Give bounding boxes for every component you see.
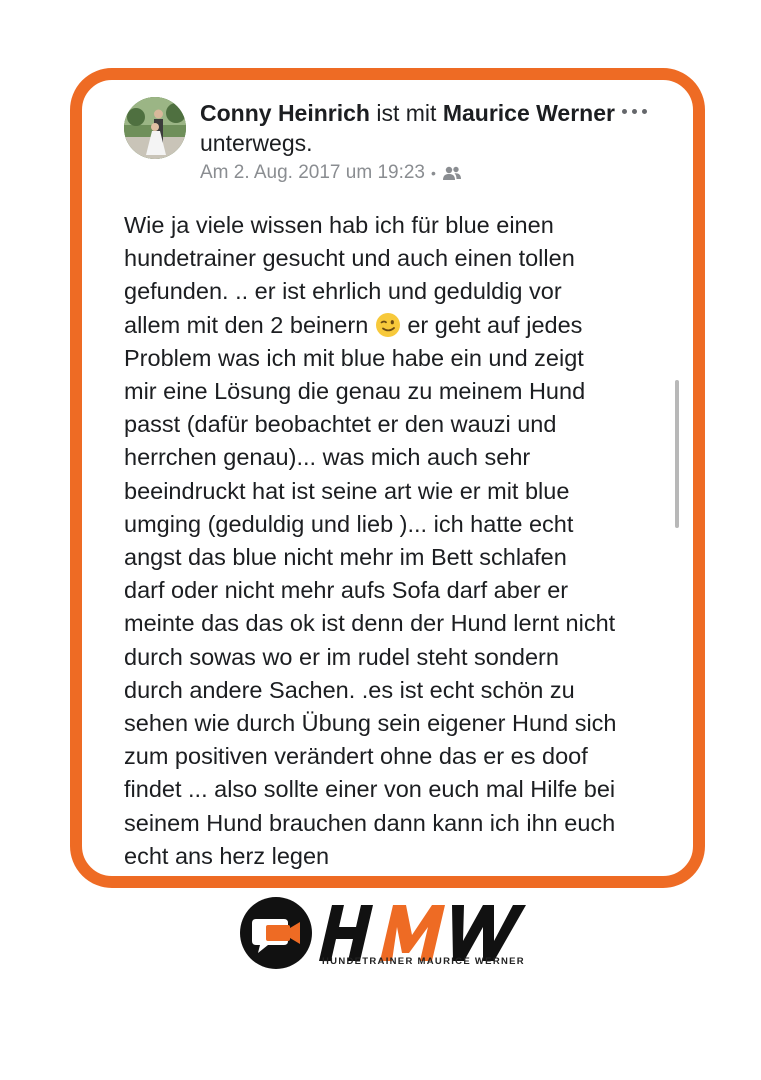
meta-separator: • [431, 165, 436, 181]
text-line: durch andere Sachen. .es ist echt schön zu [124, 676, 575, 703]
text-line: mir eine Lösung die genau zu meinem Hund [124, 378, 586, 405]
text-line: angst das blue nicht mehr im Bett schlafen [124, 544, 567, 571]
text-line: gefunden. .. er ist ehrlich und geduldig vor [124, 278, 562, 305]
tagged-person[interactable]: Maurice Werner [442, 100, 615, 126]
text-line: findet ... also sollte einer von euch mal Hilfe bei [124, 776, 616, 803]
friends-icon[interactable] [442, 165, 462, 181]
text-line: umging (geduldig und lieb )... ich hatte echt [124, 510, 574, 537]
post-timestamp[interactable]: Am 2. Aug. 2017 um 19:23 [200, 162, 425, 183]
avatar-image-icon [124, 97, 186, 159]
text-segment: allem mit den 2 beinern [124, 311, 369, 338]
text-line: durch sowas wo er im rudel steht sondern [124, 643, 559, 670]
text-line: sehen wie durch Übung sein eigener Hund sich [124, 710, 617, 737]
author-name[interactable]: Conny Heinrich [200, 100, 370, 126]
text-line: echt ans herz legen [124, 842, 330, 869]
text-line: darf oder nicht mehr aufs Sofa darf aber er [124, 577, 569, 604]
scrollbar[interactable] [675, 380, 679, 528]
more-options-button[interactable] [612, 96, 656, 126]
text-line: hundetrainer gesucht und auch einen tollen [124, 245, 575, 272]
logo-tagline: HUNDETRAINER MAURICE WERNER [322, 956, 525, 967]
post-card [70, 68, 705, 888]
avatar[interactable] [124, 97, 186, 159]
text-line: Problem was ich mit blue habe ein und zeigt [124, 344, 584, 371]
text-line: passt (dafür beobachtet er den wauzi und [124, 411, 557, 438]
text-line: Wie ja viele wissen hab ich für blue einen [124, 212, 554, 238]
text-line-with-emoji [124, 309, 664, 342]
activity-text: unterwegs. [200, 130, 313, 156]
text-line: beeindruckt hat ist seine art wie er mit blue [124, 477, 570, 504]
wink-emoji-icon [375, 312, 401, 338]
more-dot-icon [622, 109, 627, 114]
text-line: seinem Hund brauchen dann kann ich ihn euch [124, 809, 616, 836]
post-header [200, 98, 620, 158]
post-meta [200, 162, 462, 184]
text-line: meinte das das ok ist denn der Hund lernt nicht [124, 610, 616, 637]
post-text [124, 209, 664, 873]
text-segment: er geht auf jedes [407, 311, 583, 338]
with-text: ist mit [376, 100, 437, 126]
more-dot-icon [632, 109, 637, 114]
text-line: herrchen genau)... was mich auch sehr [124, 444, 531, 471]
text-line: zum positiven verändert ohne das er es doof [124, 743, 588, 770]
more-dot-icon [642, 109, 647, 114]
